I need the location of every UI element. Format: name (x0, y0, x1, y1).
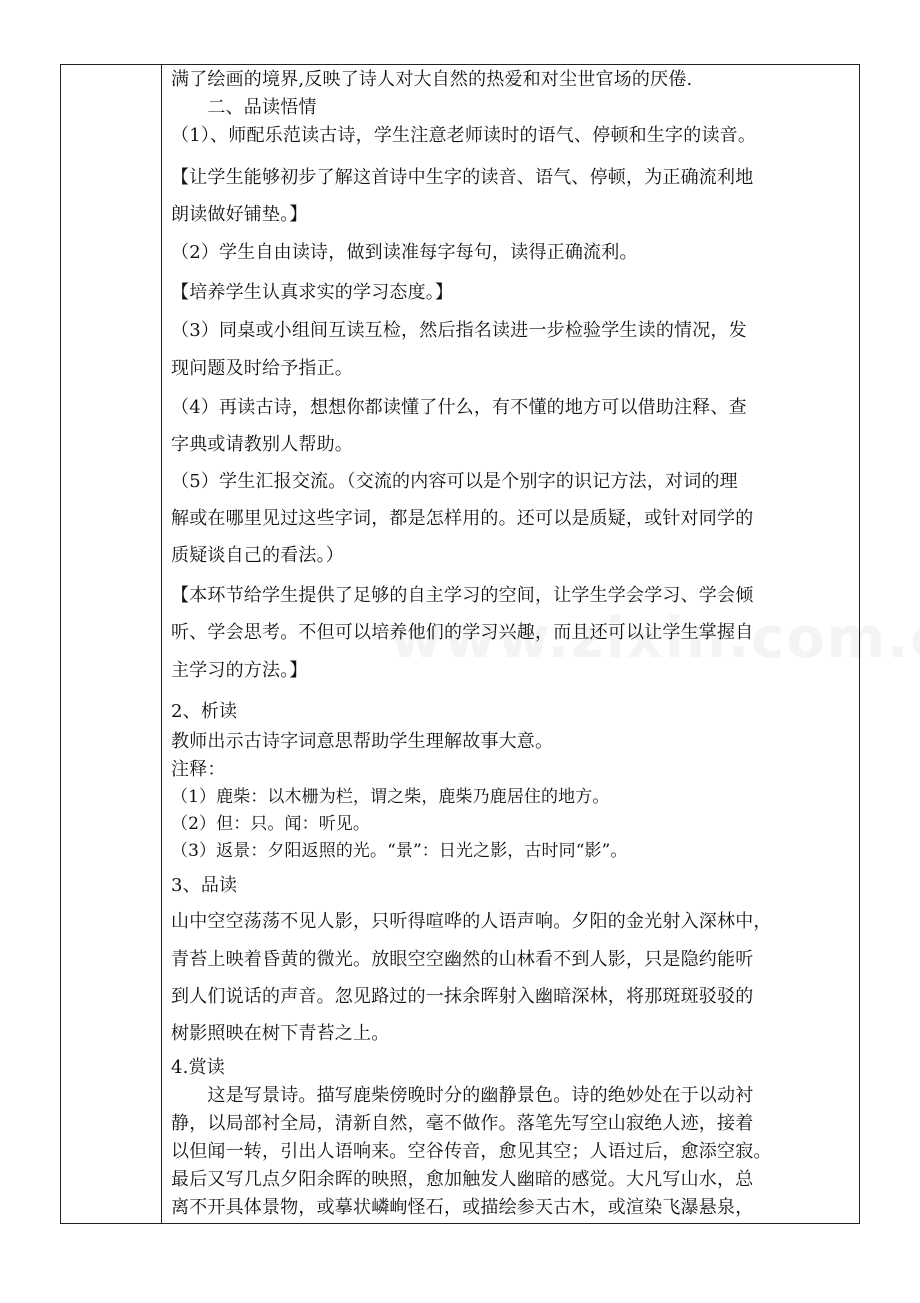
text-line: 以但闻一转，引出人语响来。空谷传音，愈见其空；人语过后，愈添空寂。 (171, 1141, 772, 1162)
text-line: 字典或请教别人帮助。 (171, 434, 353, 455)
section-heading: 二、品读悟情 (171, 97, 317, 118)
text-line: 【让学生能够初步了解这首诗中生字的读音、语气、停顿，为正确流利地 (171, 167, 754, 188)
annotation-line: （1）鹿柴：以木栅为栏，谓之柴，鹿柴乃鹿居住的地方。 (171, 787, 610, 807)
text-line: 满了绘画的境界,反映了诗人对大自然的热爱和对尘世官场的厌倦. (171, 69, 693, 90)
text-line: （5）学生汇报交流。（交流的内容可以是个别字的识记方法，对词的理 (171, 471, 738, 492)
text-line: 朗读做好铺垫。】 (171, 204, 308, 225)
text-line: （3）同桌或小组间互读互检，然后指名读进一步检验学生读的情况，发 (171, 320, 747, 341)
section-heading: 2、析读 (171, 701, 238, 722)
section-heading: 3、品读 (171, 875, 238, 896)
text-line: （4）再读古诗，想想你都读懂了什么，有不懂的地方可以借助注释、查 (171, 397, 747, 418)
text-line: 静，以局部衬全局，清新自然，毫不做作。落笔先写空山寂绝人迹，接着 (171, 1113, 754, 1134)
column-divider (161, 65, 162, 1223)
text-line: 【本环节给学生提供了足够的自主学习的空间，让学生学会学习、学会倾 (171, 585, 754, 606)
watermark (390, 606, 920, 671)
text-line: 解或在哪里见过这些字词，都是怎样用的。还可以是质疑，或针对同学的 (171, 508, 754, 529)
text-line: 听、学会思考。不但可以培养他们的学习兴趣，而且还可以让学生掌握自 (171, 622, 754, 643)
text-line: 这是写景诗。描写鹿柴傍晚时分的幽静景色。诗的绝妙处在于以动衬 (171, 1085, 754, 1106)
text-line: 主学习的方法。】 (171, 660, 308, 681)
annotation-line: （2）但：只。闻：听见。 (171, 814, 371, 834)
text-line: 最后又写几点夕阳余晖的映照，愈加触发人幽暗的感觉。大凡写山水，总 (171, 1169, 754, 1190)
text-line: （2）学生自由读诗，做到读准每字每句，读得正确流利。 (171, 242, 638, 263)
text-line: 离不开具体景物，或摹状嶙峋怪石，或描绘参天古木，或渲染飞瀑悬泉， (171, 1197, 754, 1218)
text-line: 现问题及时给予指正。 (171, 358, 353, 379)
text-line: 【培养学生认真求实的学习态度。】 (171, 282, 454, 303)
text-line: 教师出示古诗字词意思帮助学生理解故事大意。 (171, 731, 554, 752)
text-line: 质疑谈自己的看法。） (171, 545, 344, 566)
text-line: 注释： (171, 759, 226, 780)
text-line: 山中空空荡荡不见人影，只听得喧哗的人语声响。夕阳的金光射入深林中， (171, 911, 772, 932)
text-line: 到人们说话的声音。忽见路过的一抹余晖射入幽暗深林，将那斑斑驳驳的 (171, 986, 754, 1007)
text-line: （1）、师配乐范读古诗，学生注意老师读时的语气、停顿和生字的读音。 (171, 125, 757, 146)
annotation-line: （3）返景：夕阳返照的光。“景”：日光之影，古时同“影”。 (171, 841, 628, 861)
text-line: 青苔上映着昏黄的微光。放眼空空幽然的山林看不到人影，只是隐约能听 (171, 949, 754, 970)
section-heading: 4.赏读 (171, 1057, 225, 1078)
text-line: 树影照映在树下青苔之上。 (171, 1023, 390, 1044)
